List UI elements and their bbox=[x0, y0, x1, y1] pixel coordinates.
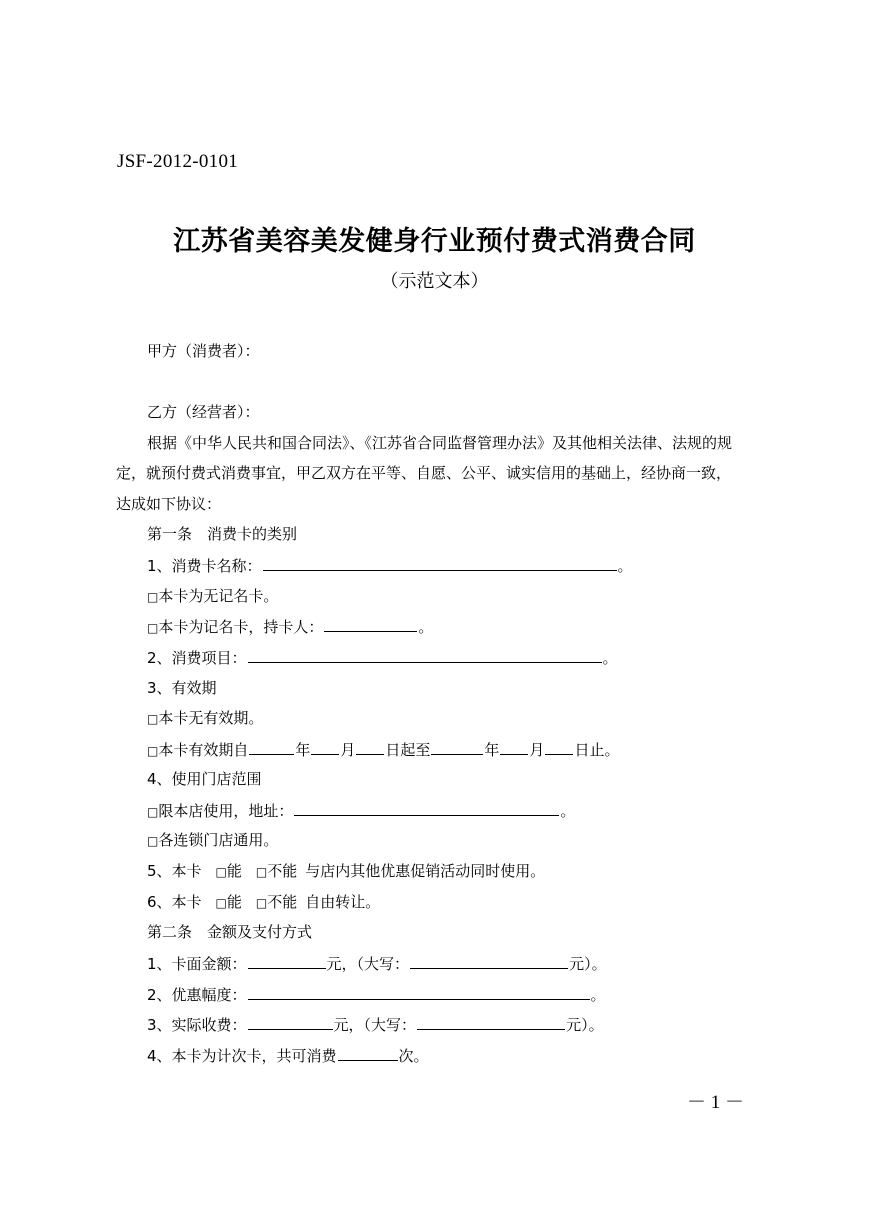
day-to-label: 日止。 bbox=[574, 741, 620, 759]
promo-line bbox=[147, 861, 545, 882]
page-number: － 1 － bbox=[687, 1092, 745, 1113]
named-card-label: 本卡为记名卡，持卡人： bbox=[158, 618, 324, 636]
count-blank[interactable] bbox=[338, 1045, 398, 1061]
checkbox-icon[interactable]: □ bbox=[147, 834, 159, 848]
start-year-blank[interactable] bbox=[249, 739, 294, 755]
period-mark: 。 bbox=[560, 802, 576, 820]
period-mark: 。 bbox=[590, 986, 606, 1004]
face-value-label: 1、卡面金额： bbox=[147, 955, 247, 973]
promo-suffix: 与店内其他优惠促销活动同时使用。 bbox=[305, 862, 546, 880]
chain-store-option bbox=[147, 830, 278, 851]
validity-heading: 3、有效期 bbox=[147, 679, 217, 697]
checkbox-icon[interactable]: □ bbox=[255, 896, 268, 910]
party-a-label: 甲方（消费者）： bbox=[147, 342, 260, 360]
period-mark: 。 bbox=[602, 649, 618, 667]
no-expiry-option bbox=[147, 708, 263, 729]
chain-store-label: 各连锁门店通用。 bbox=[158, 831, 279, 849]
article-2-heading: 第二条 金额及支付方式 bbox=[147, 923, 313, 941]
actual-fee-label: 3、实际收费： bbox=[147, 1016, 247, 1034]
actual-fee-line bbox=[147, 1014, 604, 1035]
discount-line bbox=[147, 984, 606, 1005]
month-label: 月 bbox=[340, 741, 356, 759]
document-subtitle: （示范文本） bbox=[380, 271, 489, 292]
checkbox-icon[interactable]: □ bbox=[215, 896, 227, 910]
period-mark: 。 bbox=[418, 618, 434, 636]
can-option-label: 能 bbox=[226, 862, 242, 880]
discount-label: 2、优惠幅度： bbox=[147, 986, 247, 1004]
can-option-label: 能 bbox=[226, 893, 242, 911]
cannot-option-label: 不能 bbox=[267, 893, 298, 911]
items-line bbox=[147, 647, 618, 668]
yuan-close-label: 元）。 bbox=[566, 1016, 604, 1034]
face-value-line bbox=[147, 953, 607, 974]
face-value-upper-blank[interactable] bbox=[410, 953, 568, 969]
end-day-blank[interactable] bbox=[545, 739, 573, 755]
address-blank[interactable] bbox=[294, 800, 559, 816]
card-name-label: 1、消费卡名称： bbox=[147, 557, 262, 575]
start-month-blank[interactable] bbox=[311, 739, 339, 755]
anonymous-card-option bbox=[147, 586, 278, 607]
end-month-blank[interactable] bbox=[500, 739, 528, 755]
cannot-option-label: 不能 bbox=[267, 862, 298, 880]
checkbox-icon[interactable]: □ bbox=[147, 590, 159, 604]
preamble-line-1: 根据《中华人民共和国合同法》、《江苏省合同监督管理办法》及其他相关法律、法规的规 bbox=[147, 434, 733, 452]
cardholder-blank[interactable] bbox=[324, 616, 417, 632]
discount-blank[interactable] bbox=[248, 984, 590, 1000]
year-label: 年 bbox=[295, 741, 311, 759]
transfer-line bbox=[147, 892, 380, 913]
promo-prefix: 5、本卡 bbox=[147, 862, 202, 880]
period-mark: 。 bbox=[617, 557, 633, 575]
transfer-suffix: 自由转让。 bbox=[305, 893, 381, 911]
day-from-label: 日起至 bbox=[385, 741, 431, 759]
actual-fee-blank[interactable] bbox=[248, 1014, 333, 1030]
party-b-label: 乙方（经营者）： bbox=[147, 403, 260, 421]
preamble-line-3: 达成如下协议： bbox=[116, 495, 222, 513]
anonymous-card-label: 本卡为无记名卡。 bbox=[158, 587, 279, 605]
card-name-blank[interactable] bbox=[263, 555, 617, 571]
expiry-prefix: 本卡有效期自 bbox=[158, 741, 249, 759]
no-expiry-label: 本卡无有效期。 bbox=[158, 709, 264, 727]
article-1-heading: 第一条 消费卡的类别 bbox=[147, 525, 298, 543]
expiry-option bbox=[147, 739, 619, 761]
checkbox-icon[interactable]: □ bbox=[147, 744, 159, 758]
end-year-blank[interactable] bbox=[431, 739, 483, 755]
stores-heading: 4、使用门店范围 bbox=[147, 770, 262, 788]
transfer-prefix: 6、本卡 bbox=[147, 893, 202, 911]
count-prefix: 4、本卡为计次卡，共可消费 bbox=[147, 1047, 337, 1065]
count-suffix: 次。 bbox=[398, 1047, 429, 1065]
count-line bbox=[147, 1045, 429, 1066]
yuan-upper-label: 元，（大写： bbox=[333, 1016, 417, 1034]
items-label: 2、消费项目： bbox=[147, 649, 247, 667]
checkbox-icon[interactable]: □ bbox=[147, 621, 159, 635]
year-label: 年 bbox=[484, 741, 500, 759]
card-name-line bbox=[147, 555, 633, 576]
named-card-option bbox=[147, 616, 433, 638]
preamble-line-2: 定，就预付费式消费事宜，甲乙双方在平等、自愿、公平、诚实信用的基础上，经协商一致， bbox=[116, 464, 732, 482]
actual-fee-upper-blank[interactable] bbox=[417, 1014, 565, 1030]
checkbox-icon[interactable]: □ bbox=[255, 865, 268, 879]
this-store-option bbox=[147, 800, 575, 822]
checkbox-icon[interactable]: □ bbox=[215, 865, 227, 879]
checkbox-icon[interactable]: □ bbox=[147, 712, 159, 726]
this-store-label: 限本店使用，地址： bbox=[158, 802, 294, 820]
document-code: JSF-2012-0101 bbox=[117, 151, 239, 172]
items-blank[interactable] bbox=[248, 647, 602, 663]
checkbox-icon[interactable]: □ bbox=[147, 805, 159, 819]
yuan-close-label: 元）。 bbox=[569, 955, 607, 973]
yuan-upper-label: 元，（大写： bbox=[326, 955, 410, 973]
start-day-blank[interactable] bbox=[356, 739, 384, 755]
face-value-blank[interactable] bbox=[248, 953, 326, 969]
document-title: 江苏省美容美发健身行业预付费式消费合同 bbox=[173, 226, 696, 257]
month-label: 月 bbox=[529, 741, 545, 759]
